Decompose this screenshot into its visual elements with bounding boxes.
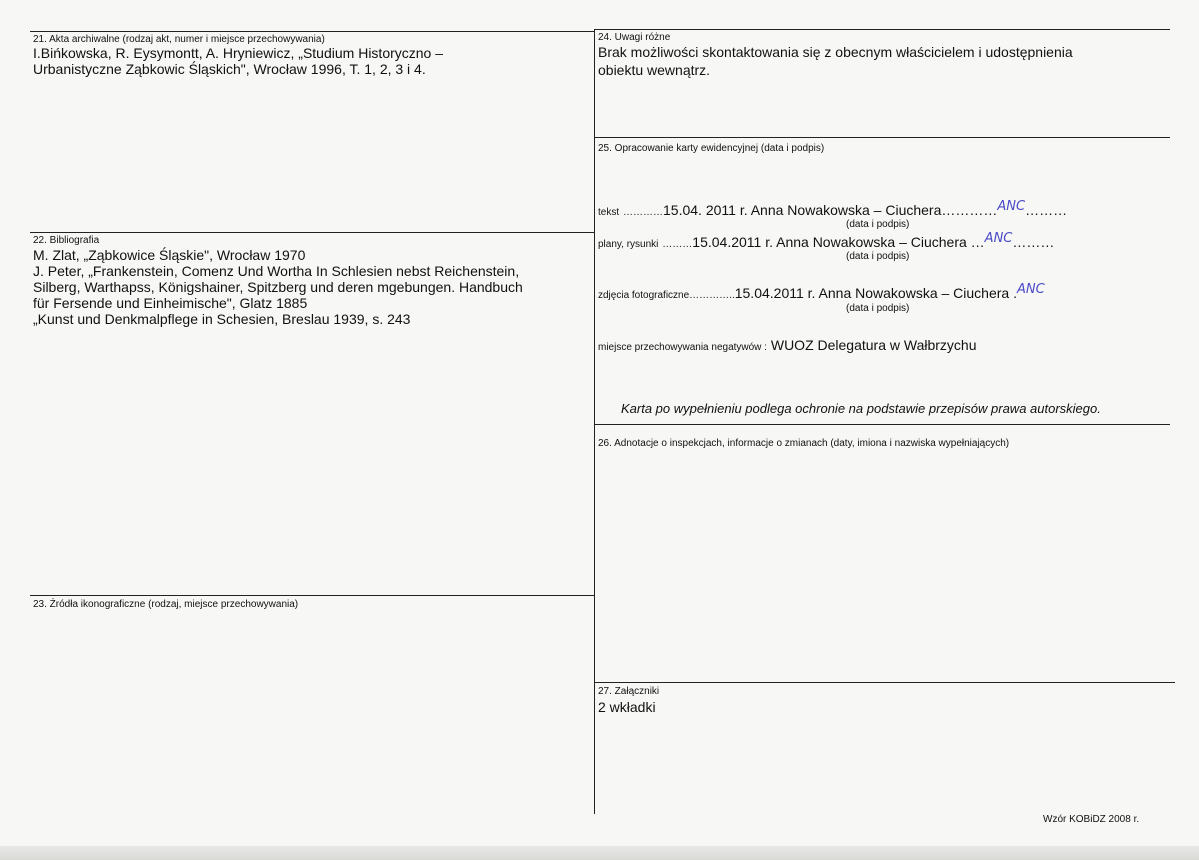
bibliography-entry: für Fersende und Einheimische", Glatz 1885 xyxy=(33,295,308,311)
section-25-label: 25. Opracowanie karty ewidencyjnej (data i podpis) xyxy=(598,143,825,154)
row-trailer: ………… xyxy=(941,202,998,218)
section-21-line: Urbanistyczne Ząbkowic Śląskich", Wrocław 1996, T. 1, 2, 3 i 4. xyxy=(33,61,426,77)
section-24-line: Brak możliwości skontaktowania się z obecnym właścicielem i udostępnienia xyxy=(598,44,1073,60)
row-trailer: . xyxy=(1013,285,1017,301)
section-21-line: I.Bińkowska, R. Eysymontt, A. Hryniewicz, „Studium Historyczno – xyxy=(33,45,444,61)
rule-27 xyxy=(595,682,1175,683)
row-trailer: … xyxy=(970,234,985,250)
section-21-text xyxy=(33,45,588,77)
section-24-line: obiektu wewnątrz. xyxy=(598,62,711,78)
section-23-label: 23. Źródła ikonograficzne (rodzaj, miejsce przechowywania) xyxy=(33,599,299,610)
bibliography-entry: M. Zlat, „Ząbkowice Śląskie", Wrocław 1970 xyxy=(33,247,306,263)
row-leader: ……… xyxy=(662,239,693,250)
rule-22 xyxy=(30,232,595,233)
attachments-value: 2 wkładki xyxy=(598,699,656,715)
row-value: 15.04.2011 r. Anna Nowakowska – Ciuchera xyxy=(692,234,967,250)
bibliography-entry: „Kunst und Denkmalpflege in Schesien, Breslau 1939, s. 243 xyxy=(33,311,411,327)
row-trailer: ……… xyxy=(1012,234,1055,250)
row-leader: ………….. xyxy=(689,290,735,301)
row-prefix: zdjęcia fotograficzne xyxy=(598,290,690,301)
bibliography-entry: Silberg, Warthapss, Königshainer, Spitzberg und deren mgebungen. Handbuch xyxy=(33,279,523,295)
signature-initials: ANC xyxy=(1017,282,1045,297)
center-divider xyxy=(594,29,595,814)
section-22-label: 22. Bibliografia xyxy=(33,235,100,246)
date-signature-caption: (data i podpis) xyxy=(846,219,910,230)
row-prefix: tekst xyxy=(598,207,620,218)
scan-edge-shadow xyxy=(0,846,1199,860)
row-leader: ………… xyxy=(623,207,664,218)
date-signature-caption: (data i podpis) xyxy=(846,251,910,262)
row-prefix: plany, rysunki xyxy=(598,239,659,250)
negatives-label: miejsce przechowywania negatywów : xyxy=(598,342,767,353)
section-22-text xyxy=(33,247,593,327)
prepared-drawings-row xyxy=(598,231,1055,253)
row-trailer: ……… xyxy=(1025,202,1068,218)
section-27-label: 27. Załączniki xyxy=(598,686,660,697)
signature-initials: ANC xyxy=(984,231,1013,246)
row-value: 15.04. 2011 r. Anna Nowakowska – Ciuchera xyxy=(663,202,942,218)
rule-23 xyxy=(30,595,595,596)
rule-26 xyxy=(595,424,1170,425)
top-rule-left xyxy=(30,31,595,32)
section-24-text xyxy=(598,44,1168,78)
bibliography-entry: J. Peter, „Frankenstein, Comenz Und Wortha In Schlesien nebst Reichenstein, xyxy=(33,263,520,279)
section-21-label: 21. Akta archiwalne (rodzaj akt, numer i miejsce przechowywania) xyxy=(33,34,325,45)
form-template-footer: Wzór KOBiDZ 2008 r. xyxy=(1043,814,1140,825)
section-26-label: 26. Adnotacje o inspekcjach, informacje o zmianach (daty, imiona i nazwiska wypełniających) xyxy=(598,438,1010,449)
date-signature-caption: (data i podpis) xyxy=(846,303,910,314)
prepared-photos-row xyxy=(598,282,1045,304)
rule-25 xyxy=(595,137,1170,138)
copyright-note: Karta po wypełnieniu podlega ochronie na podstawie przepisów prawa autorskiego. xyxy=(621,401,1101,416)
row-value: 15.04.2011 r. Anna Nowakowska – Ciuchera xyxy=(734,285,1010,301)
negatives-value: WUOZ Delegatura w Wałbrzychu xyxy=(770,337,977,353)
prepared-text-row xyxy=(598,199,1068,221)
section-24-label: 24. Uwagi różne xyxy=(598,32,671,43)
signature-initials: ANC xyxy=(997,199,1026,214)
top-rule-right xyxy=(595,29,1170,30)
negatives-location-row xyxy=(598,337,977,356)
